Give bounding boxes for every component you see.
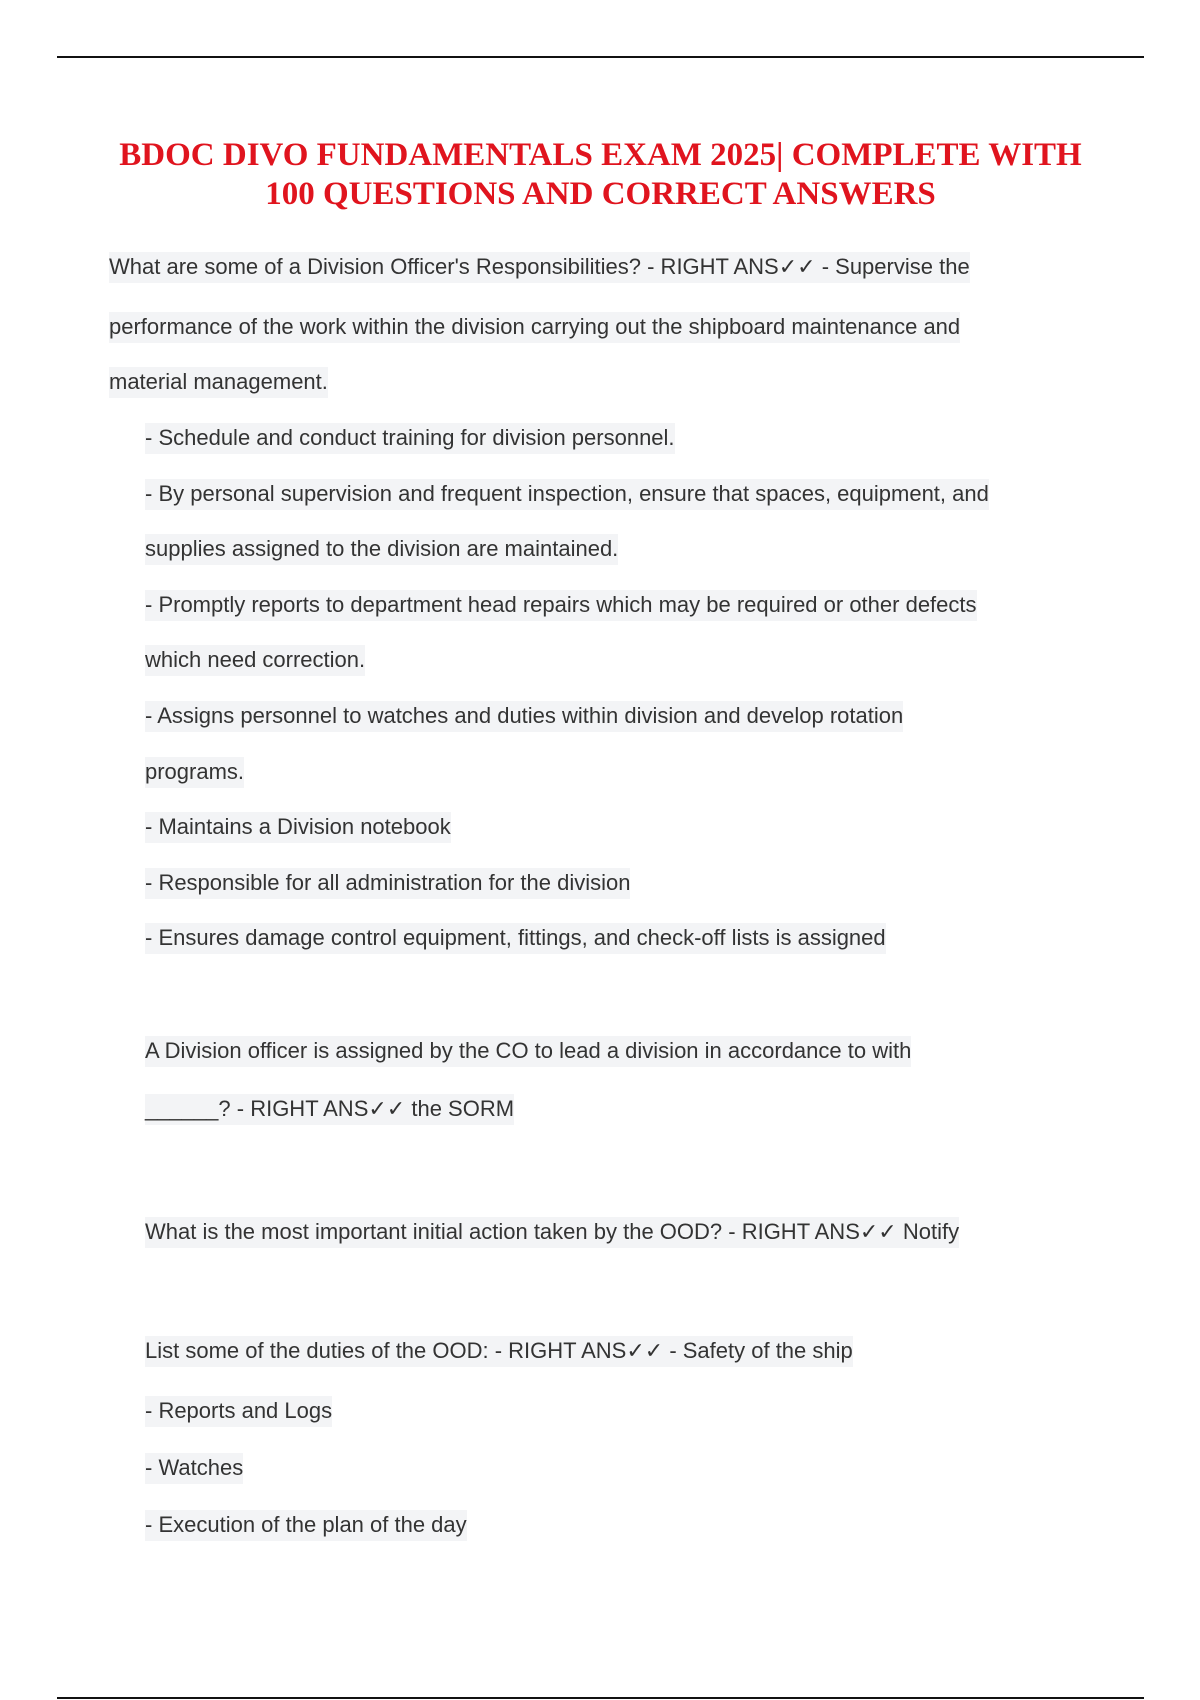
q1-bullet-4: - Assigns personnel to watches and duties within division and develop rotation bbox=[145, 701, 903, 731]
q1-bullet-5: - Maintains a Division notebook bbox=[145, 812, 451, 842]
q1-bullet-7: - Ensures damage control equipment, fittings, and check-off lists is assigned bbox=[145, 923, 886, 953]
title-line-1: BDOC DIVO FUNDAMENTALS EXAM 2025| COMPLETE WITH bbox=[119, 137, 1082, 173]
q1-bullet-3: - Promptly reports to department head repairs which may be required or other defects bbox=[145, 590, 977, 620]
q1-bullet-2: - By personal supervision and frequent inspection, ensure that spaces, equipment, and bbox=[145, 479, 989, 509]
title-line-2: 100 QUESTIONS AND CORRECT ANSWERS bbox=[265, 176, 936, 212]
q2-line-2: ______? - RIGHT ANS✓✓ the SORM bbox=[145, 1094, 514, 1124]
top-rule bbox=[57, 56, 1144, 58]
bottom-rule bbox=[57, 1697, 1144, 1699]
q4-bullet-3: - Execution of the plan of the day bbox=[145, 1510, 467, 1540]
q1-line-2: performance of the work within the division carrying out the shipboard maintenance and bbox=[109, 312, 960, 342]
q1-bullet-4-cont: programs. bbox=[145, 757, 244, 787]
q1-bullet-6: - Responsible for all administration for the division bbox=[145, 868, 630, 898]
q4-bullet-1: - Reports and Logs bbox=[145, 1396, 332, 1426]
q1-line-3: material management. bbox=[109, 367, 328, 397]
document-title bbox=[57, 136, 1144, 214]
q1-bullet-3-cont: which need correction. bbox=[145, 645, 365, 675]
q4-line-1: List some of the duties of the OOD: - RIGHT ANS✓✓ - Safety of the ship bbox=[145, 1336, 853, 1366]
q2-line-1: A Division officer is assigned by the CO to lead a division in accordance to with bbox=[145, 1036, 911, 1066]
q3-line-1: What is the most important initial action taken by the OOD? - RIGHT ANS✓✓ Notify bbox=[145, 1217, 959, 1247]
q4-bullet-2: - Watches bbox=[145, 1453, 243, 1483]
q1-line-1: What are some of a Division Officer's Responsibilities? - RIGHT ANS✓✓ - Supervise the bbox=[109, 252, 970, 282]
q1-bullet-2-cont: supplies assigned to the division are maintained. bbox=[145, 534, 618, 564]
q1-bullet-1: - Schedule and conduct training for division personnel. bbox=[145, 423, 675, 453]
